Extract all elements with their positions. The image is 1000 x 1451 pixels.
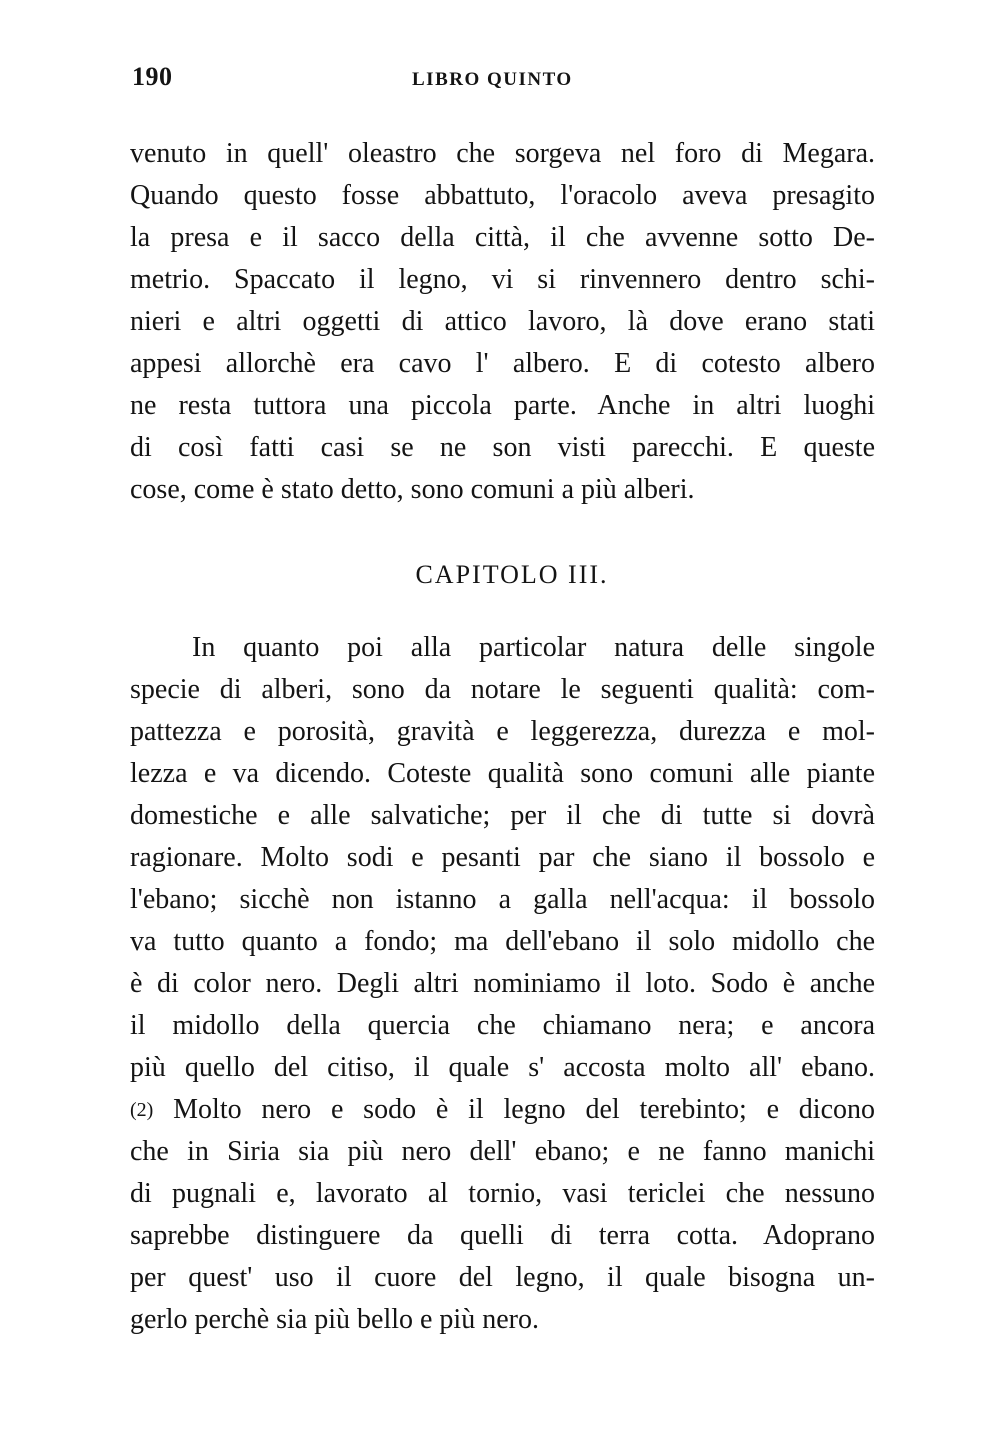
text-line: per quest' uso il cuore del legno, il quale bisogna un- <box>130 1262 875 1293</box>
text-line: pattezza e porosità, gravità e leggerezza, durezza e mol- <box>130 716 875 747</box>
note-marker: (2) <box>130 1099 154 1121</box>
note-first-line-text: Molto nero e sodo è il legno del terebinto; e dicono <box>173 1094 876 1125</box>
text-line: che in Siria sia più nero dell' ebano; e ne fanno manichi <box>130 1136 875 1167</box>
text-line: nieri e altri oggetti di attico lavoro, là dove erano stati <box>130 306 875 337</box>
text-line: cose, come è stato detto, sono comuni a più alberi. <box>130 474 695 505</box>
text-line: In quanto poi alla particolar natura delle singole <box>192 632 875 663</box>
text-line: metrio. Spaccato il legno, vi si rinvennero dentro schi- <box>130 264 875 295</box>
text-line: saprebbe distinguere da quelli di terra cotta. Adoprano <box>130 1220 875 1251</box>
text-line: il midollo della quercia che chiamano nera; e ancora <box>130 1010 875 1041</box>
text-line: più quello del citiso, il quale s' accosta molto all' ebano. <box>130 1052 875 1083</box>
text-line: l'ebano; sicchè non istanno a galla nell'acqua: il bossolo <box>130 884 875 915</box>
text-line: di pugnali e, lavorato al tornio, vasi tericlei che nessuno <box>130 1178 875 1209</box>
page-number: 190 <box>132 62 173 91</box>
text-line: domestiche e alle salvatiche; per il che di tutte si dovrà <box>130 800 875 831</box>
text-line: appesi allorchè era cavo l' albero. E di cotesto albero <box>130 348 875 379</box>
text-line: venuto in quell' oleastro che sorgeva nel foro di Megara. <box>130 138 875 169</box>
running-head: LIBRO QUINTO <box>412 69 573 90</box>
text-line: gerlo perchè sia più bello e più nero. <box>130 1304 539 1335</box>
text-line: specie di alberi, sono da notare le seguenti qualità: com- <box>130 674 875 705</box>
text-line: la presa e il sacco della città, il che avvenne sotto De- <box>130 222 875 253</box>
text-line: lezza e va dicendo. Coteste qualità sono comuni alle piante <box>130 758 875 789</box>
text-line: Quando questo fosse abbattuto, l'oracolo aveva presagito <box>130 180 875 211</box>
text-line: va tutto quanto a fondo; ma dell'ebano il solo midollo che <box>130 926 875 957</box>
text-line: ragionare. Molto sodi e pesanti par che siano il bossolo e <box>130 842 875 873</box>
chapter-heading: CAPITOLO III. <box>415 560 609 589</box>
text-line: è di color nero. Degli altri nominiamo il loto. Sodo è anche <box>130 968 875 999</box>
text-line: di così fatti casi se ne son visti parecchi. E queste <box>130 432 875 463</box>
text-line <box>130 1096 875 1124</box>
text-line: ne resta tuttora una piccola parte. Anche in altri luoghi <box>130 390 875 421</box>
